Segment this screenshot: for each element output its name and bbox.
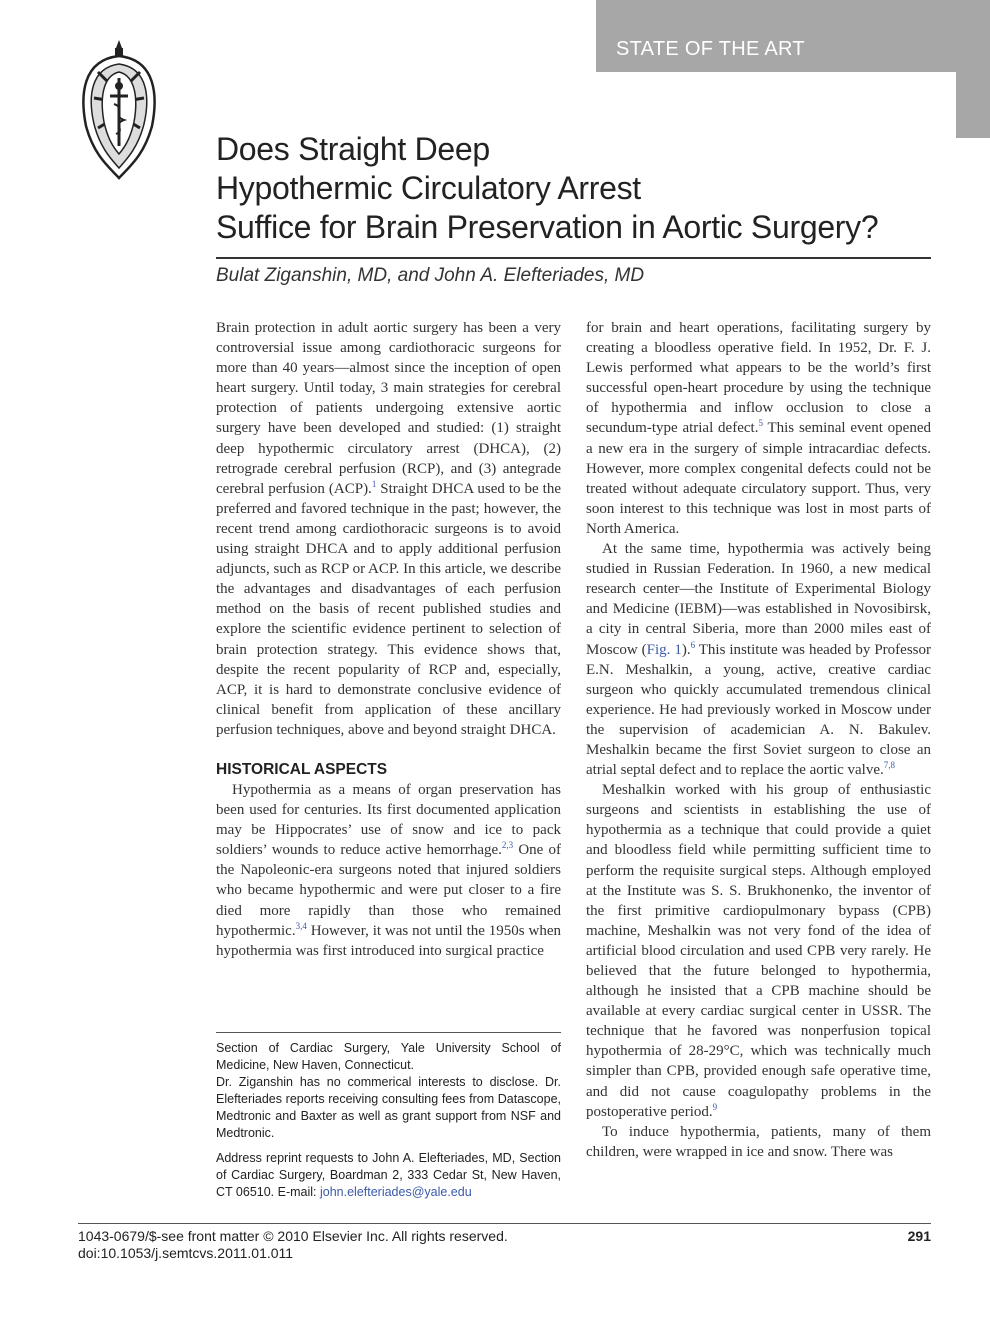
- abstract-paragraph: Brain protection in adult aortic surgery has been a very controversial issue among cardiothoracic surgeons for more than 40 years—almost since the inception of open heart surgery. Until today, 3 main strategies for cerebral protection of patients undergoing extensive aortic surgery have been developed and studied: (1) straight deep hypothermic circulatory arrest (DHCA), (2) retrograde cerebral perfusion (RCP), and (3) antegrade cerebral perfusion (ACP).$^1$ Straight DHCA used to be the preferred and favored technique in the past; however, the recent trend among cardiothoracic surgeons is to avoid using straight DHCA and to apply additional perfusion adjuncts, such as RCP or ACP. In this article, we describe the advantages and disadvantages of each perfusion method on the basis of recent published studies and explore the scientific evidence pertinent to selection of brain protection strategy. This evidence shows that, despite the recent popularity of RCP and, especially, ACP, it is hard to demonstrate conclusive evidence of clinical benefit from application of these ancillary perfusion techniques, above and beyond straight DHCA.: [216, 320, 561, 738]
- affiliation-note: Section of Cardiac Surgery, Yale University School of Medicine, New Haven, Connecticut.: [216, 1041, 561, 1072]
- citation-3-4[interactable]: 3,4: [295, 920, 307, 931]
- author-line: Bulat Ziganshin, MD, and John A. Elefteriades, MD: [216, 265, 645, 286]
- side-accent-bar: [956, 0, 990, 138]
- body-paragraph-2: At the same time, hypothermia was actively being studied in Russian Federation. In 1960, a new medical research center—the Institute of Experimental Biology and Medicine (IEBM)—was established in Novosibirsk, a city in central Siberia, more than 2000 miles east of Moscow (Fig. 1).$^6$ This institute was headed by Professor E.N. Meshalkin, a young, active, creative cardiac surgeon who quickly accumulated tremendous clinical experience. He had previously worked in Moscow under the supervision of academician A. N. Bakulev. Meshalkin became the first Soviet surgeon to close an atrial septal defect and to replace the aortic valve.$^{7,8}$: [586, 541, 931, 779]
- title-line-2: Hypothermic Circulatory Arrest: [216, 170, 641, 206]
- footer-divider: [78, 1223, 931, 1224]
- issn-line: 1043-0679/$-see front matter © 2010 Elsevier Inc. All rights reserved.: [78, 1228, 508, 1244]
- section-heading-historical: HISTORICAL ASPECTS: [216, 760, 388, 778]
- citation-5[interactable]: 5: [758, 418, 763, 429]
- title-line-1: Does Straight Deep: [216, 131, 490, 167]
- footnote-divider: [216, 1032, 561, 1033]
- section-banner: [596, 0, 956, 72]
- footnotes: [216, 1040, 561, 1201]
- citation-7-8[interactable]: 7,8: [883, 760, 896, 771]
- doi-line[interactable]: doi:10.1053/j.semtcvs.2011.01.011: [78, 1245, 294, 1261]
- historical-paragraph: Hypothermia as a means of organ preservation has been used for centuries. Its first documented application may be Hippocrates’ use of snow and ice to pack soldiers’ wounds to reduce active hemorrhage.$^{2,3}$ One of the Napoleonic-era surgeons noted that injured soldiers who became hypothermic and were put closer to a fire died more rapidly than those who remained hypothermic.$^{3,4}$ However, it was not until the 1950s when hypothermia was first introduced into surgical practice: [216, 781, 561, 959]
- article-title: [216, 130, 916, 247]
- footer-info: [78, 1228, 508, 1262]
- body-paragraph-1: for brain and heart operations, facilitating surgery by creating a bloodless operative field. In 1952, Dr. F. J. Lewis performed what appears to be the world’s first successful open-heart procedure by using the technique of hypothermia and inflow occlusion to close a secundum-type atrial defect.$^5$ This seminal event opened a new era in the surgery of simple intracardiac defects. However, more complex congenital defects could not be treated without adequate circulatory support. Thus, very soon interest to this technique was lost in most parts of North America.: [586, 320, 932, 537]
- section-label: STATE OF THE ART: [616, 38, 805, 60]
- text-column-right: [586, 318, 931, 1162]
- body-paragraph-3: Meshalkin worked with his group of enthusiastic surgeons and scientists in establishing the use of hypothermia as a technique that could provide a quiet and bloodless field while permitting sufficient time to perform the requisite surgical steps. Although employed at the Institute was S. S. Brukhonenko, the inventor of the first primitive cardiopulmonary bypass (CPB) machine, Meshalkin was not very fond of the idea of artificial blood circulation and used CPB very rarely. He believed that the future belonged to hypothermia, although he insisted that a CPB machine should be available at every cardiac surgical center in USSR. The technique that he favored was nonperfusion topical hypothermia of 28-29°C, which was technically much simpler than CPB, provided enough safe operative time, and did not cause coagulopathy problems in the postoperative period.$^9$: [586, 782, 931, 1120]
- disclosure-note: Dr. Ziganshin has no commerical interests to disclose. Dr. Elefteriades reports receiving consulting fees from Datascope, Medtronic and Baxter as well as grant support from NSF and Medtronic.: [216, 1075, 561, 1140]
- body-paragraph-4: To induce hypothermia, patients, many of them children, were wrapped in ice and snow. There was: [586, 1123, 931, 1160]
- email-link[interactable]: john.elefteriades@yale.edu: [319, 1185, 472, 1199]
- page-number: 291: [907, 1228, 931, 1244]
- address-note: Address reprint requests to John A. Elefteriades, MD, Section of Cardiac Surgery, Boardman 2, 333 Cedar St, New Haven, CT 06510. E-mail: john.elefteriades@yale.edu: [216, 1151, 561, 1199]
- text-column-left: [216, 318, 561, 961]
- title-divider: [216, 257, 931, 259]
- citation-6[interactable]: 6: [690, 639, 696, 650]
- citation-2-3[interactable]: 2,3: [501, 840, 514, 851]
- society-crest-icon: [78, 38, 160, 180]
- citation-1[interactable]: 1: [371, 478, 377, 489]
- title-line-3: Suffice for Brain Preservation in Aortic Surgery?: [216, 209, 879, 245]
- figure-1-link[interactable]: Fig. 1: [646, 641, 682, 658]
- citation-9[interactable]: 9: [712, 1101, 718, 1112]
